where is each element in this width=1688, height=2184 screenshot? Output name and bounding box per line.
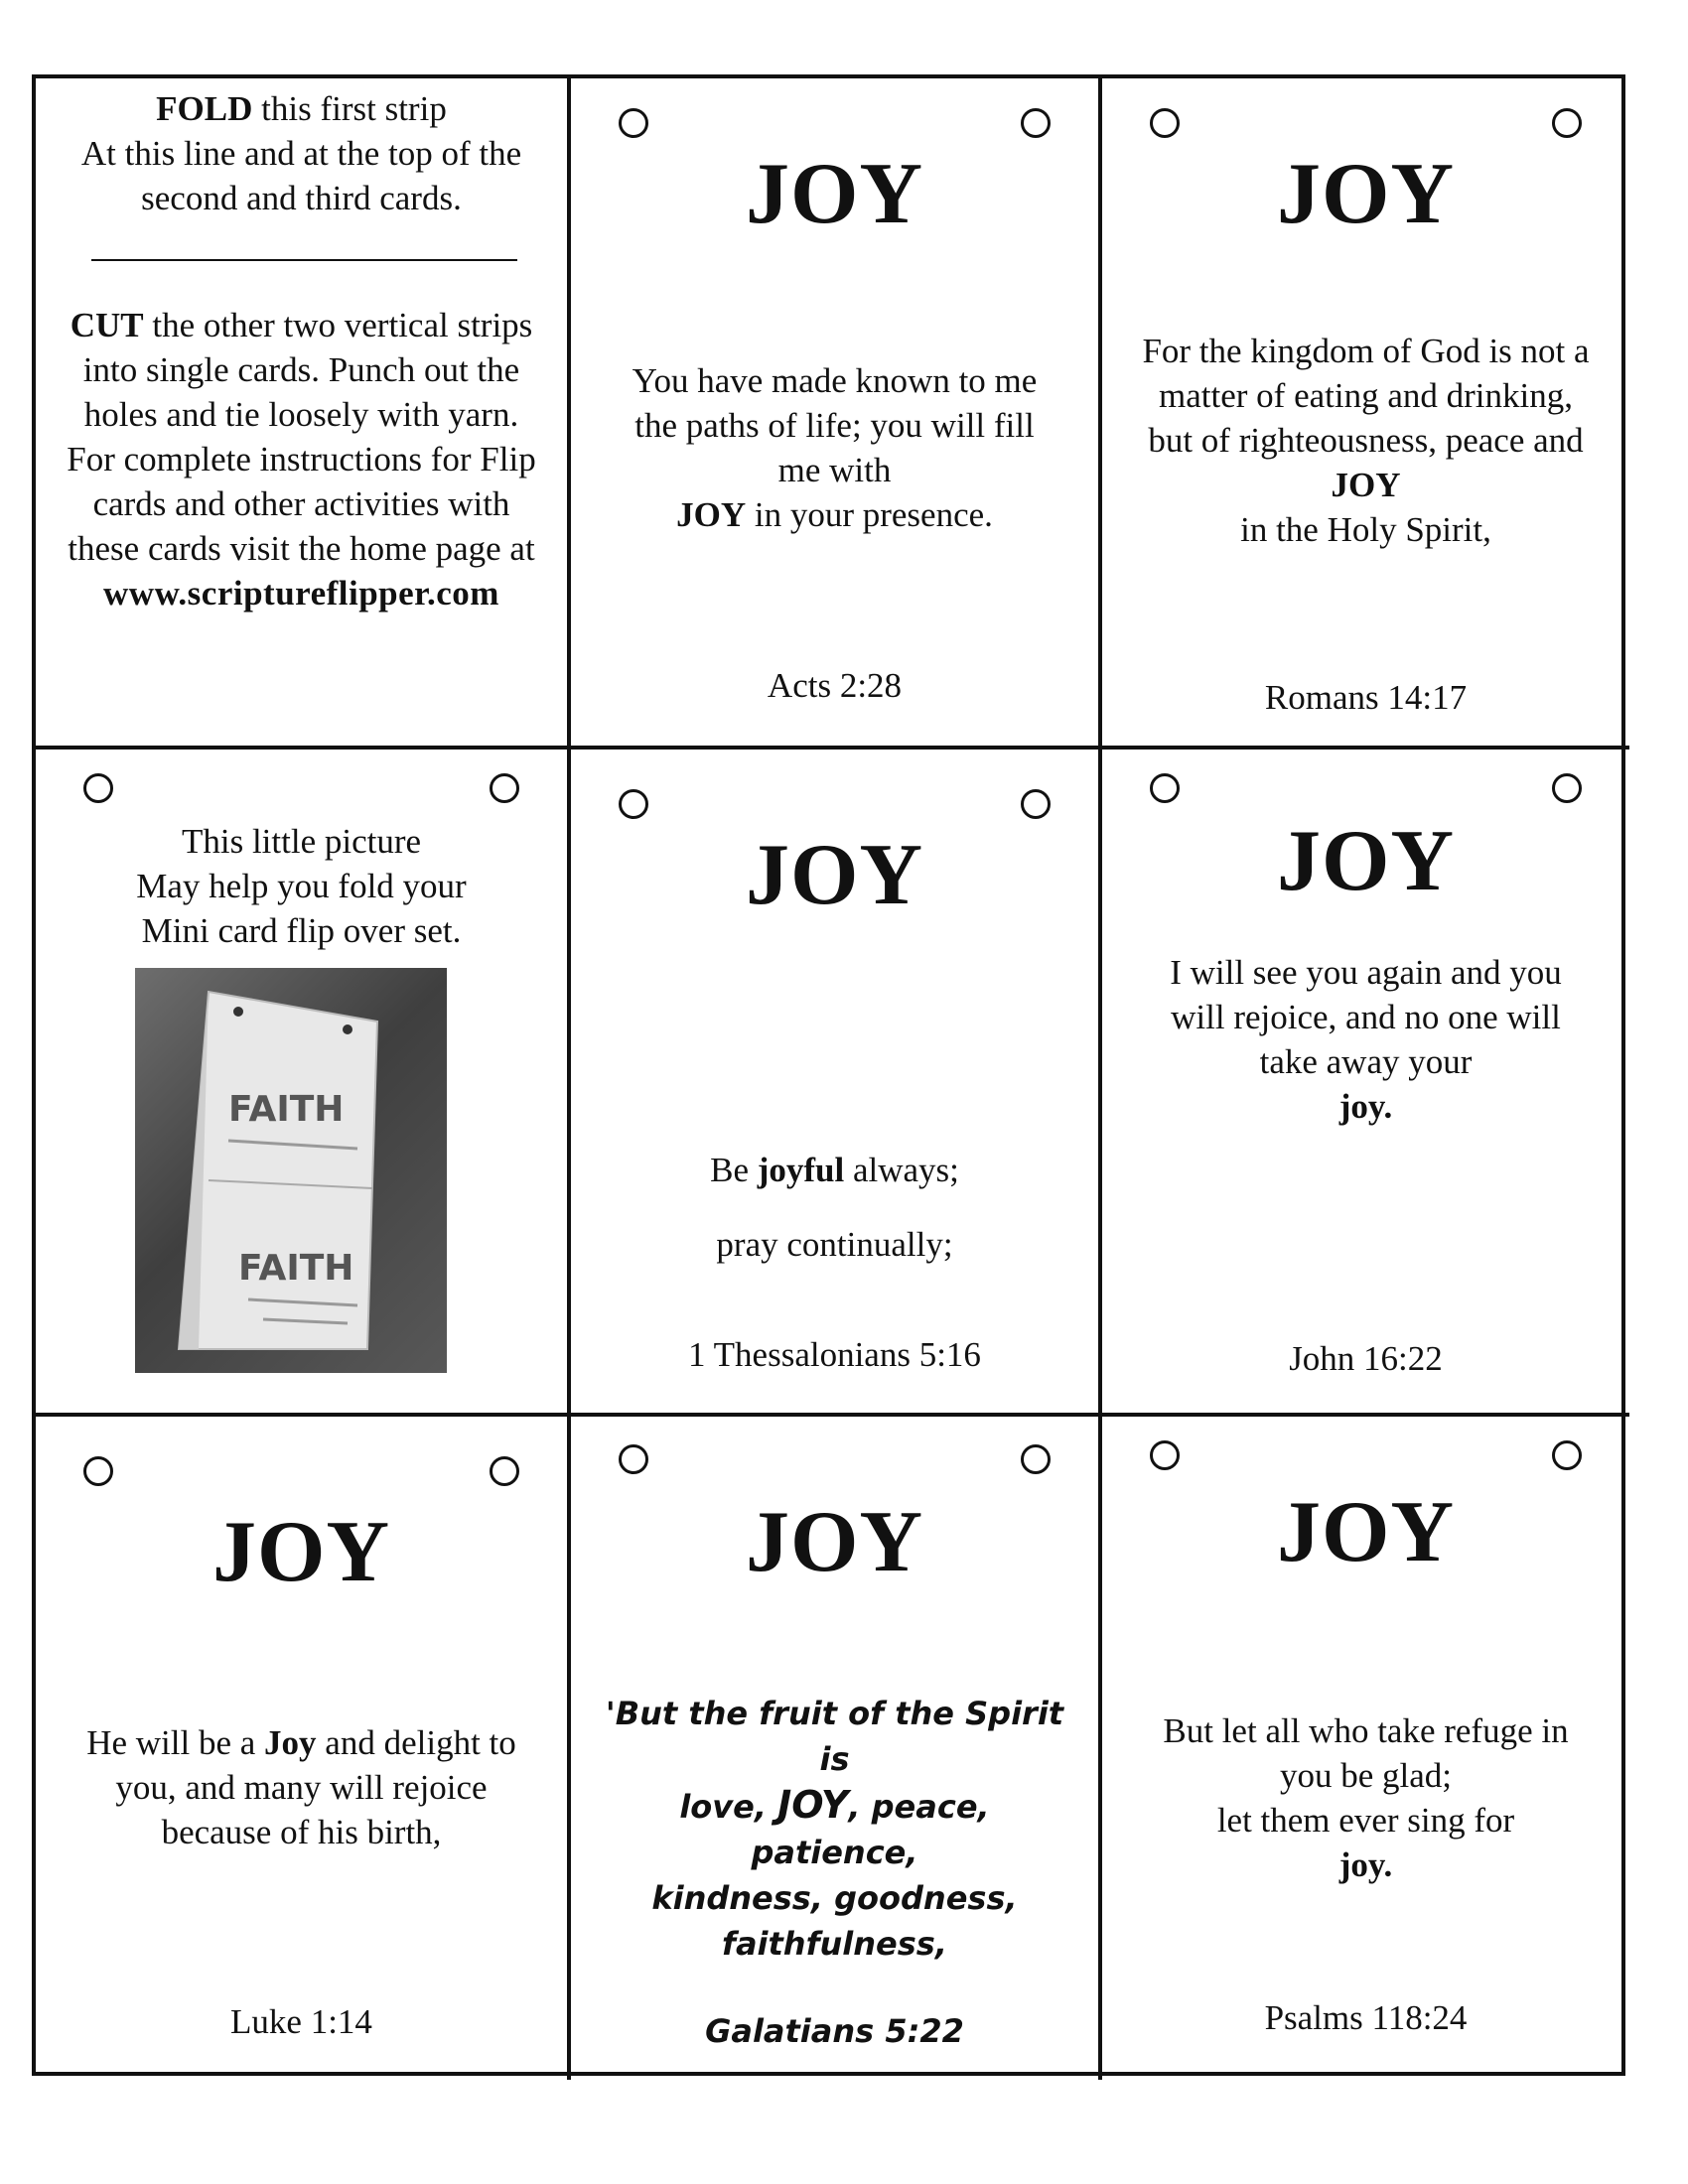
verse-line bbox=[593, 1133, 1076, 1207]
card-title: JOY bbox=[1277, 1484, 1455, 1580]
verse-line: matter of eating and drinking, bbox=[1159, 376, 1573, 415]
fold-text-line2: At this line and at the top of the bbox=[80, 134, 522, 173]
verse-line: but of righteousness, peace and bbox=[1148, 421, 1584, 460]
punch-hole-icon bbox=[1552, 773, 1582, 803]
verse-emphasis: joy. bbox=[1338, 1845, 1393, 1884]
verse-text-part: He will be a bbox=[86, 1723, 265, 1762]
punch-hole-icon bbox=[1552, 108, 1582, 138]
verse-line: I will see you again and you bbox=[1170, 953, 1562, 992]
punch-hole-icon bbox=[1150, 108, 1180, 138]
verse-line: let them ever sing for bbox=[1216, 1801, 1515, 1840]
verse-line: For the kingdom of God is not a bbox=[1142, 332, 1590, 370]
punch-hole-icon bbox=[1021, 108, 1051, 138]
verse-line: pray continually; bbox=[716, 1225, 953, 1264]
punch-hole-icon bbox=[1150, 1440, 1180, 1470]
fold-word: FOLD bbox=[156, 89, 253, 128]
scripture-reference: Luke 1:14 bbox=[230, 2002, 372, 2041]
scripture-reference: Romans 14:17 bbox=[1264, 678, 1468, 717]
fold-line bbox=[91, 259, 517, 261]
card-title: JOY bbox=[746, 146, 923, 242]
verse-line: kindness, goodness, bbox=[651, 1879, 1018, 1917]
verse-text bbox=[1124, 1708, 1608, 1887]
verse-text bbox=[593, 1133, 1076, 1282]
scripture-reference: John 16:22 bbox=[1289, 1339, 1443, 1378]
verse-text-part: love, bbox=[679, 1788, 778, 1826]
scripture-reference: Galatians 5:22 bbox=[705, 2012, 964, 2050]
joy-card-thessalonians bbox=[567, 746, 1098, 1413]
punch-hole-icon bbox=[619, 1444, 648, 1474]
joy-card-psalms bbox=[1098, 1413, 1629, 2080]
verse-text bbox=[58, 1720, 545, 1854]
verse-line: you, and many will rejoice bbox=[115, 1768, 488, 1807]
card-title: JOY bbox=[1277, 813, 1455, 909]
caption-line: Mini card flip over set. bbox=[141, 911, 462, 950]
punch-hole-icon bbox=[1552, 1440, 1582, 1470]
tent-card-illustration bbox=[169, 982, 387, 1359]
fold-text-line3: second and third cards. bbox=[141, 179, 462, 217]
joy-card-luke bbox=[36, 1413, 567, 2080]
verse-line: because of his birth, bbox=[161, 1813, 442, 1851]
flip-card-sheet bbox=[32, 74, 1625, 2076]
joy-card-galatians bbox=[567, 1413, 1098, 2080]
verse-emphasis: JOY bbox=[777, 1783, 849, 1827]
joy-card-romans bbox=[1098, 78, 1629, 746]
verse-text-part: in your presence. bbox=[746, 495, 993, 534]
verse-line bbox=[58, 1720, 545, 1765]
verse-emphasis: joyful bbox=[757, 1151, 845, 1189]
fold-text: this first strip bbox=[252, 89, 447, 128]
punch-hole-icon bbox=[490, 773, 519, 803]
cut-text: the other two vertical strips into single cards. Punch out the holes and tie loosely with yarn. For complete instructions for Flip cards and other activities with these cards visit the home page at bbox=[67, 306, 536, 568]
photo-word: FAITH bbox=[228, 1089, 345, 1130]
fold-instructions bbox=[58, 86, 545, 220]
verse-line bbox=[593, 1782, 1076, 1875]
scripture-reference: Psalms 118:24 bbox=[1264, 1998, 1468, 2037]
verse-text-part: , peace, patience, bbox=[751, 1788, 990, 1871]
verse-line: will rejoice, and no one will bbox=[1171, 998, 1561, 1036]
verse-line bbox=[593, 492, 1076, 537]
card-title: JOY bbox=[1277, 146, 1455, 242]
punch-hole-icon bbox=[1021, 1444, 1051, 1474]
verse-text-part: always; bbox=[844, 1151, 959, 1189]
card-title: JOY bbox=[212, 1504, 390, 1600]
verse-line: You have made known to me bbox=[632, 361, 1038, 400]
picture-card bbox=[36, 746, 567, 1413]
cut-instructions bbox=[58, 303, 545, 615]
joy-card-john bbox=[1098, 746, 1629, 1413]
card-title: JOY bbox=[746, 1494, 923, 1590]
punch-hole-icon bbox=[490, 1456, 519, 1486]
verse-line: you be glad; bbox=[1279, 1756, 1453, 1795]
caption-line: May help you fold your bbox=[136, 867, 467, 905]
verse-line: take away your bbox=[1259, 1042, 1473, 1081]
verse-text-part: Be bbox=[710, 1151, 758, 1189]
picture-caption bbox=[58, 819, 545, 953]
verse-line: But let all who take refuge in bbox=[1163, 1711, 1569, 1750]
verse-text bbox=[593, 358, 1076, 537]
website-link[interactable]: www.scriptureflipper.com bbox=[103, 574, 499, 613]
cut-word: CUT bbox=[70, 306, 144, 344]
punch-hole-icon bbox=[83, 773, 113, 803]
verse-emphasis: joy. bbox=[1338, 1087, 1393, 1126]
scripture-reference: 1 Thessalonians 5:16 bbox=[688, 1335, 981, 1374]
verse-line: the paths of life; you will fill bbox=[634, 406, 1035, 445]
verse-text bbox=[1124, 329, 1608, 552]
caption-line: This little picture bbox=[181, 822, 422, 861]
card-title: JOY bbox=[746, 827, 923, 923]
verse-line: faithfulness, bbox=[722, 1925, 947, 1963]
punch-hole-icon bbox=[619, 789, 648, 819]
verse-line: 'But the fruit of the Spirit is bbox=[605, 1695, 1064, 1778]
photo-word: FAITH bbox=[238, 1248, 354, 1289]
verse-emphasis: JOY bbox=[1331, 466, 1401, 504]
scripture-reference: Acts 2:28 bbox=[767, 666, 903, 705]
flip-card-photo bbox=[135, 968, 447, 1373]
punch-hole-icon bbox=[1150, 773, 1180, 803]
verse-line: me with bbox=[777, 451, 892, 489]
punch-hole-icon bbox=[83, 1456, 113, 1486]
verse-text-part: and delight to bbox=[316, 1723, 516, 1762]
punch-hole-icon bbox=[619, 108, 648, 138]
punch-hole-icon bbox=[1021, 789, 1051, 819]
verse-emphasis: Joy bbox=[264, 1723, 317, 1762]
joy-card-acts bbox=[567, 78, 1098, 746]
verse-text bbox=[593, 1691, 1076, 1967]
instructions-card bbox=[36, 78, 567, 746]
verse-emphasis: JOY bbox=[676, 495, 747, 534]
verse-text bbox=[1124, 950, 1608, 1129]
verse-line: in the Holy Spirit, bbox=[1240, 510, 1491, 549]
